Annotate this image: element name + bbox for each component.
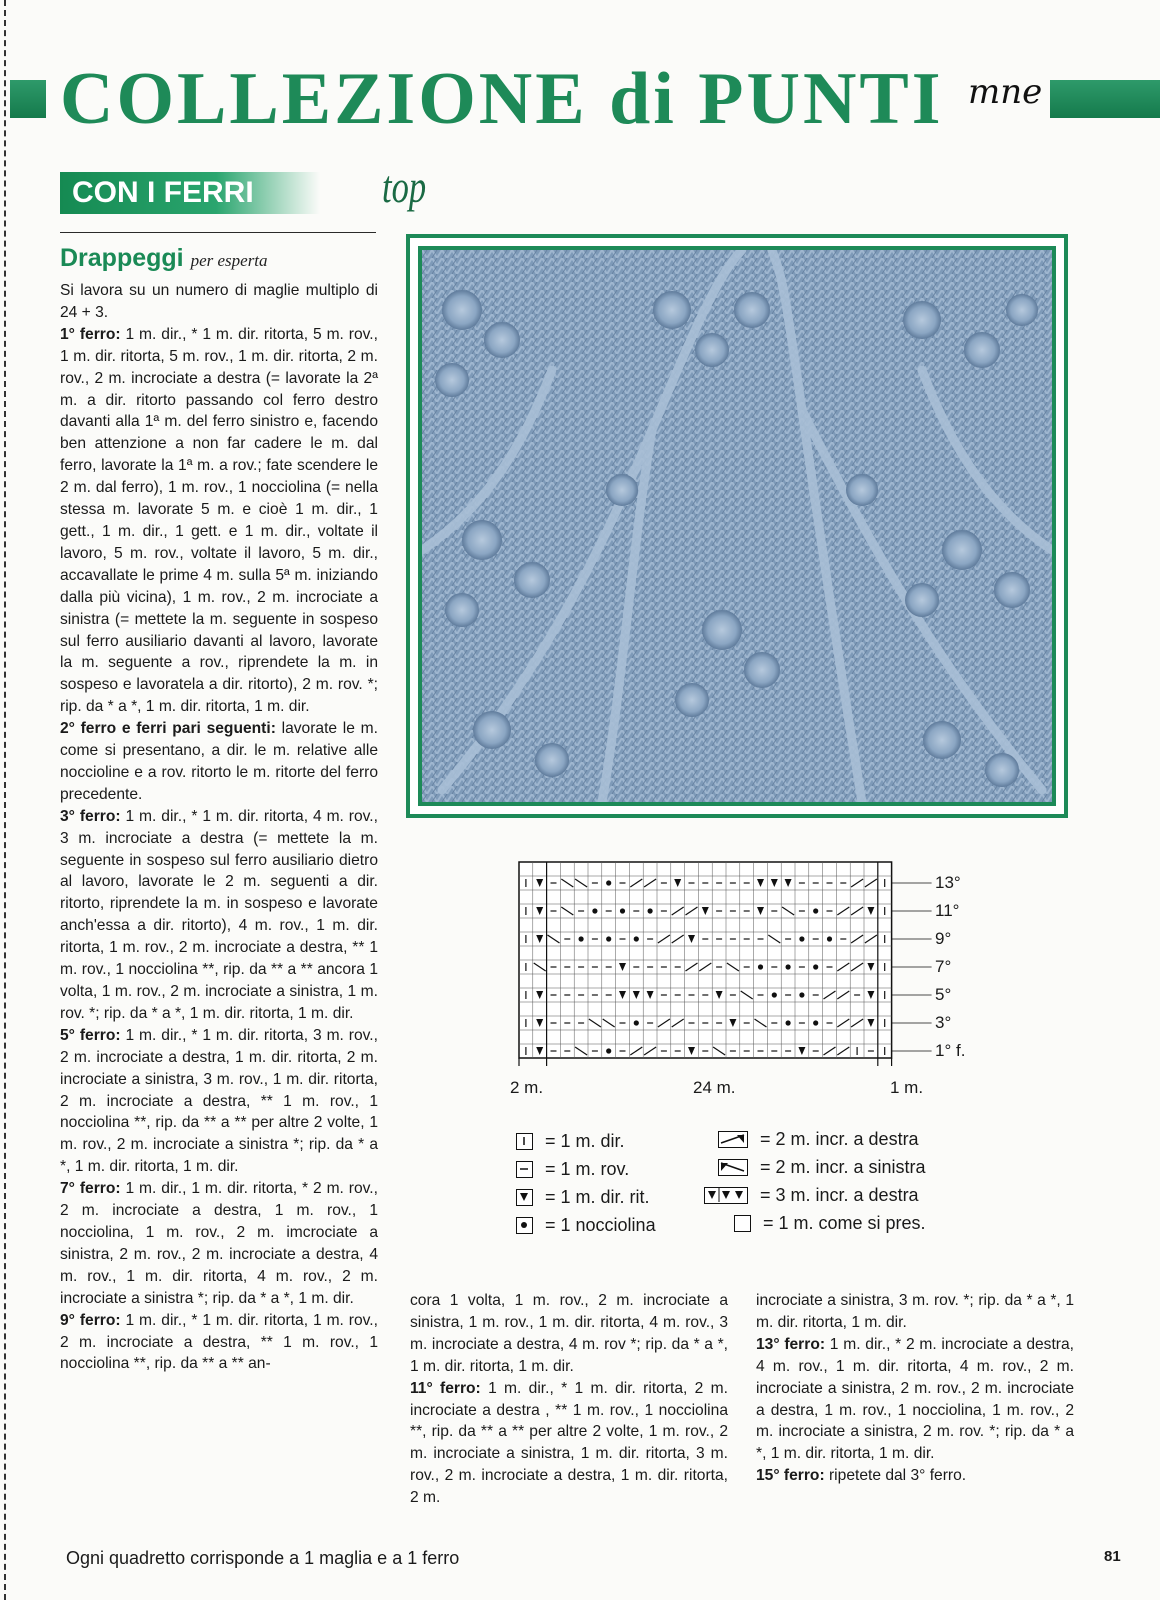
- row-5-instr: [60, 1025, 378, 1178]
- as-presented-symbol-icon: [734, 1215, 751, 1232]
- twisted-knit-symbol-icon: [516, 1189, 533, 1206]
- row-text: 1 m. dir., 1 m. dir. ritorta, * 2 m. rov., 2 m. incrociate a destra, 1 m. rov., 1 nocciolina, 1 m. rov., 2 m. imcrociate a sinistra, 2 m. rov., 2 m. incrociate a destra, 4 m. rov., 1 m. dir. ritorta, 4 m. rov., 2 m. incrociate a sinistra *; rip. da * a *, 1 m. dir.: [60, 1180, 378, 1307]
- legend-item: [704, 1185, 919, 1206]
- pattern-name: Drappeggi: [60, 244, 184, 272]
- legend-item: [516, 1187, 650, 1208]
- left-cross-symbol-icon: [718, 1159, 748, 1176]
- pattern-level: per esperta: [190, 251, 268, 270]
- row-text: lavorate le m. come si presentano, a dir. le m. relative alle noccioline e a rov. ritorto le m. ritorte del ferro precedente.: [60, 720, 378, 803]
- signature: mne: [968, 72, 1043, 112]
- row-2-instr: [60, 718, 378, 806]
- legend-label: = 1 m. rov.: [545, 1159, 630, 1179]
- row-label: 7° ferro:: [60, 1180, 121, 1198]
- page-title: COLLEZIONE di PUNTI: [60, 58, 944, 140]
- row-7-instr: [60, 1178, 378, 1309]
- row-text: 1 m. dir., * 1 m. dir. ritorta, 5 m. rov., 1 m. dir. ritorta, 5 m. rov., 1 m. dir. ritorta, 2 m. rov., 2 m. incrociate a destra (= lavorate la 2ª m. a dir. ritorto passando col ferro destro davanti alla 1ª m. del ferro sinistro e, facendo ben attenzione a non far cadere le m. dal ferro, lavorate la 1ª m. a rov.; fate scendere le 2 m. dal ferro), 1 m. rov., 1 nocciolina (= nella stessa m. lavorate 5 m. e cioè 1 m. dir., 1 gett., 1 m. dir., 1 gett. e 1 m. dir., voltate il lavoro, 5 m. rov., voltate il lavoro, 5 m. dir., accavallate le prime 4 m. sulla 5ª m. iniziando dalla più vicina), 1 m. rov., 2 m. incrociate a sinistra (= mettete la m. seguente in sospeso sul ferro ausiliario davanti al lavoro, lavorate la m. seguente a rov., riprendete la m. in sospeso e lavoratela a dir. ritorto), 2 m. rov. *; rip. da * a *, 1 m. dir. ritorta, 1 m. dir.: [60, 325, 378, 716]
- row-label: 9° ferro:: [60, 1311, 121, 1329]
- row-label: 11° ferro:: [410, 1379, 481, 1397]
- row-label: 13° ferro:: [756, 1335, 826, 1353]
- instructions-column-3: [756, 1290, 1074, 1487]
- footer-note: Ogni quadretto corrisponde a 1 maglia e a 1 ferro: [66, 1548, 460, 1568]
- swatch-photo-frame: [406, 234, 1068, 818]
- row-label: 2° ferro e ferri pari seguenti:: [60, 720, 276, 738]
- row-label: 5° ferro:: [60, 1026, 121, 1044]
- chart-row-label: 3°: [935, 1013, 952, 1032]
- row-1-instr: [60, 324, 378, 718]
- legend-item: [516, 1131, 625, 1152]
- row-13-instr: [756, 1334, 1074, 1465]
- section-rule: [60, 232, 376, 233]
- purl-symbol-icon: [516, 1161, 533, 1178]
- banner-bar-right: [1050, 80, 1160, 118]
- row-9-instr: [60, 1310, 378, 1376]
- legend-label: = 2 m. incr. a destra: [760, 1129, 919, 1149]
- chart-leaders: [892, 883, 932, 1051]
- legend-label: = 1 m. come si pres.: [763, 1213, 926, 1233]
- continuation-text: cora 1 volta, 1 m. rov., 2 m. incrociate a sinistra, 1 m. rov., 1 m. dir. ritorta, 4 m. rov., 3 m. incrociate a destra, 4 m. rov *; rip. da * a *, 1 m. dir. ritorta, 1 m. dir.: [410, 1292, 728, 1375]
- chart-row-label: 5°: [935, 985, 952, 1004]
- intro-text: Si lavora su un numero di maglie multiplo di 24 + 3.: [60, 282, 378, 321]
- chart-grid: [519, 862, 892, 1066]
- legend-label: = 1 m. dir. rit.: [545, 1187, 650, 1207]
- row-label: 1° ferro:: [60, 325, 121, 343]
- row-label: 3° ferro:: [60, 807, 121, 825]
- legend-label: = 1 m. dir.: [545, 1131, 625, 1151]
- row-text: 1 m. dir., * 1 m. dir. ritorta, 2 m. incrociate a destra , ** 1 m. rov., 1 nocciolina **, rip. da ** a ** per altre 2 volte, 1 m. rov., 2 m. incrociate a sinistra, 1 m. dir. ritorta, 3 m. rov., 2 m. incrociate a destra, 1 m. dir. ritorta, 2 m.: [410, 1379, 728, 1507]
- row-15-instr: [756, 1465, 1074, 1487]
- section-label: CON I FERRI: [60, 172, 320, 214]
- row-11-instr: [410, 1378, 728, 1509]
- chart-row-label: 11°: [935, 901, 960, 920]
- chart-col-label: 2 m.: [510, 1078, 544, 1097]
- row-text: 1 m. dir., * 2 m. incrociate a destra, 4 m. rov., 1 m. dir. ritorta, 4 m. rov., 2 m. incrociate a sinistra, 2 m. rov., 2 m. incrociate a destra, 1 m. rov., 1 nocciolina, 1 m. rov., 2 m. incrociate a sinistra, 2 m. rov. *; rip. da * a *, 1 m. dir. ritorta, 1 m. dir.: [756, 1335, 1074, 1463]
- pattern-title: [60, 244, 268, 273]
- section-top: top: [382, 161, 427, 212]
- knit-swatch-image: [422, 250, 1052, 802]
- legend-label: = 1 nocciolina: [545, 1215, 656, 1235]
- row-text: 1 m. dir., * 1 m. dir. ritorta, 3 m. rov., 2 m. incrociate a destra, 1 m. dir. ritorta, 2 m. incrociate a sinistra, 3 m. rov., 1 m. dir. ritorta, 2 m. incrociate a destra, ** 1 m. rov., 1 nocciolina **, rip. da ** a ** per altre 2 volte, 1 m. rov., 2 m. incrociate a sinistra *; rip. da * a *, 1 m. dir. ritorta, 1 m. dir.: [60, 1026, 378, 1176]
- row-text: 1 m. dir., * 1 m. dir. ritorta, 1 m. rov., 2 m. incrociate a destra, ** 1 m. rov., 1 nocciolina **, rip. da ** a ** an-: [60, 1311, 378, 1373]
- legend-item: [734, 1213, 926, 1234]
- legend-item: [516, 1159, 629, 1180]
- row-label: 15° ferro:: [756, 1467, 825, 1485]
- cut-line: [4, 0, 6, 1600]
- banner-bar-left: [10, 80, 46, 118]
- instructions-column-2: [410, 1290, 728, 1509]
- three-cross-symbol-icon: [704, 1187, 748, 1204]
- legend-item: [516, 1215, 656, 1236]
- page-number: 81: [1104, 1548, 1121, 1565]
- swatch-photo: [418, 246, 1056, 806]
- chart-row-label: 13°: [935, 873, 961, 892]
- stitch-chart: [515, 858, 975, 1078]
- continuation-text: incrociate a sinistra, 3 m. rov. *; rip. da * a *, 1 m. dir. ritorta, 1 m. dir.: [756, 1292, 1074, 1331]
- row-text: 1 m. dir., * 1 m. dir. ritorta, 4 m. rov., 3 m. incrociate a destra (= mettete la m. seguente in sospeso sul ferro ausiliario dietro al lavoro, lavorate le 2 m. seguenti a dir. ritorto, riprendete la m. in sospeso e lavorate anch'essa a dir. ritorto), 4 m. rov., 1 m. dir. ritorta, 1 m. rov., 2 m. incrociate a destra, ** 1 m. rov., 1 nocciolina **, rip. da ** a ** ancora 1 volta, 1 m. rov., 2 m. incrociate a sinistra, 1 m. rov. *; rip. da * a *, 1 m. dir. ritorta, 1 m. dir.: [60, 807, 378, 1022]
- row-3-instr: [60, 806, 378, 1025]
- bobble-symbol-icon: [516, 1217, 533, 1234]
- chart-row-label: 1° f.: [935, 1041, 966, 1060]
- chart-col-label: 1 m.: [890, 1078, 924, 1097]
- row-text: ripetete dal 3° ferro.: [828, 1467, 967, 1485]
- knit-symbol-icon: [516, 1133, 533, 1150]
- chart-row-label: 7°: [935, 957, 952, 976]
- chart-col-label: 24 m.: [693, 1078, 736, 1097]
- legend-item: [718, 1157, 926, 1178]
- legend-label: = 2 m. incr. a sinistra: [760, 1157, 926, 1177]
- legend-item: [718, 1129, 919, 1150]
- legend-label: = 3 m. incr. a destra: [760, 1185, 919, 1205]
- chart-row-label: 9°: [935, 929, 952, 948]
- instructions-column-1: [60, 280, 378, 1375]
- right-cross-symbol-icon: [718, 1131, 748, 1148]
